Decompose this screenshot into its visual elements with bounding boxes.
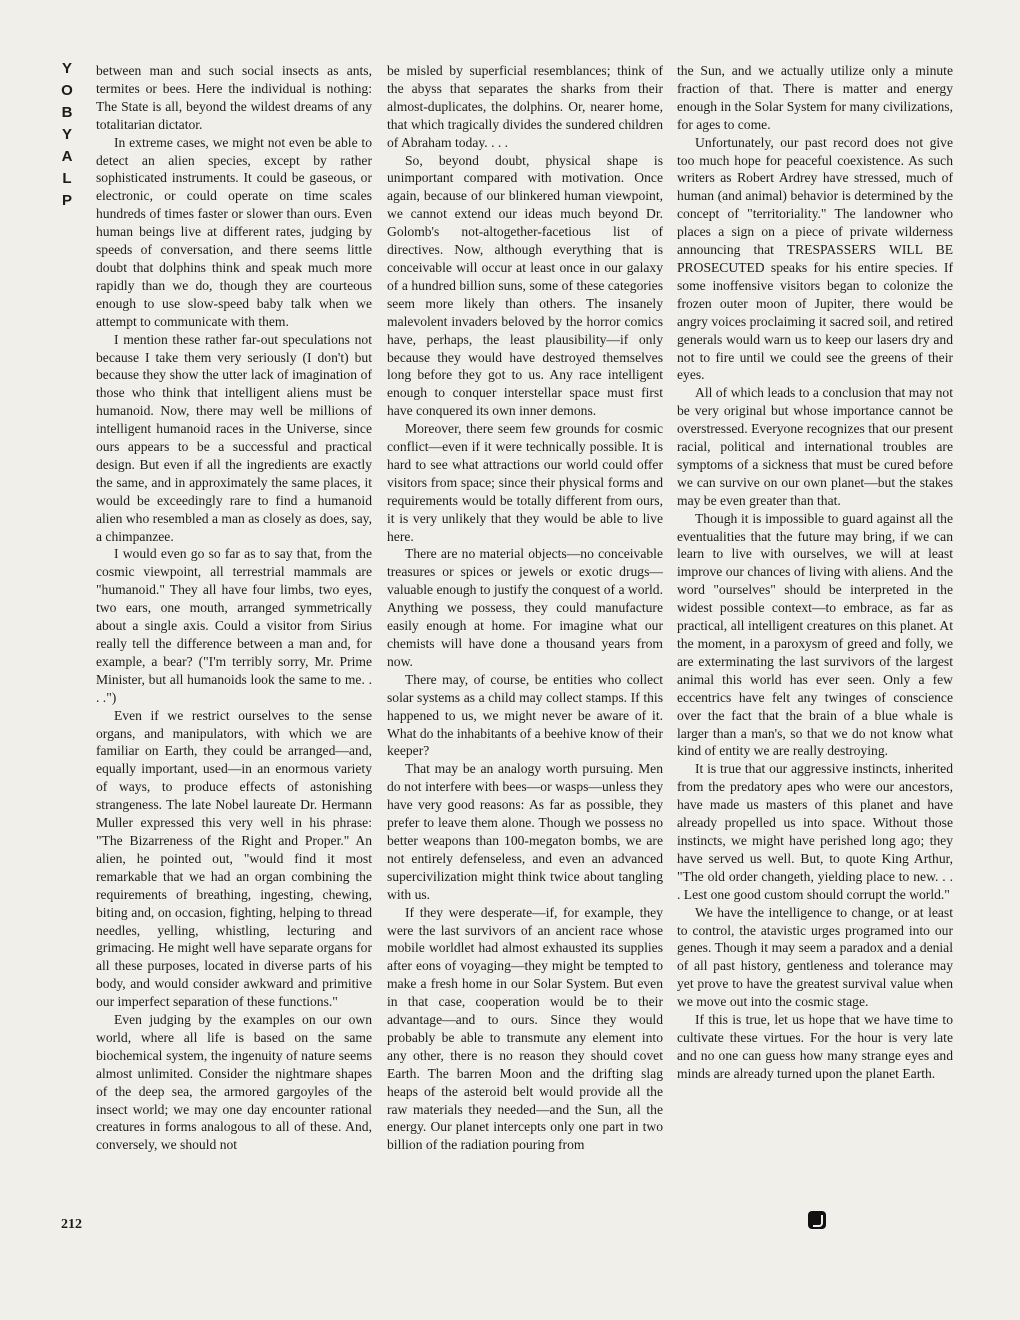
paragraph: Even if we restrict ourselves to the sense organs, and manipulators, with which we are familiar on Earth, they could be arranged—and, equally important, used—in an enormous variety of ways, to produce effects of astonishing strangeness. The late Nobel laureate Dr. Hermann Muller expressed this very well in his phrase: "The Bizarreness of the Right and Proper." An alien, he pointed out, "would find it most remarkable that we had an organ combining the requirements of breathing, ingesting, chewing, biting and, on occasion, fighting, helping to thread needles, yelling, whistling, lecturing and grimacing. He might well have separate organs for all these purposes, located in diverse parts of his body, and would consider awkward and primitive our imperfect separation of these functions."	[96, 707, 372, 1010]
article-column-3	[677, 62, 953, 1083]
paragraph: We have the intelligence to change, or at least to control, the atavistic urges programed into our genes. Though it may seem a paradox and a denial of all past history, gentleness and tolerance may yet prove to have the greatest survival value when we move out into the cosmic stage.	[677, 904, 953, 1010]
paragraph: between man and such social insects as ants, termites or bees. Here the individual is nothing: The State is all, beyond the wildest dreams of any totalitarian dictator.	[96, 63, 372, 132]
paragraph: the Sun, and we actually utilize only a minute fraction of that. There is matter and energy enough in the Solar System for many civilizations, for ages to come.	[677, 63, 953, 132]
paragraph: In extreme cases, we might not even be able to detect an alien species, except by rather sophisticated instruments. It could be gaseous, or electronic, or could operate on time scales hundreds of times faster or slower than ours. Even human beings live at different rates, judging by speeds of conversation, and there seems little doubt that dolphins think and speak much more rapidly than we do, though they are courteous enough to use slow-speed baby talk when we attempt to communicate with them.	[96, 134, 372, 329]
paragraph: All of which leads to a conclusion that may not be very original but whose importance cannot be overstressed. Everyone recognizes that our present racial, political and international troubles are symptoms of a sickness that must be cured before we can survive on our own planet—but the stakes may be even greater than that.	[677, 385, 953, 508]
rabbit-head-icon	[808, 1211, 826, 1229]
masthead-letter: L	[62, 170, 72, 187]
paragraph: Though it is impossible to guard against all the eventualities that the future may bring, if we can learn to live with ourselves, we will at least improve our chances of living with aliens. And the word "ourselves" should be interpreted in the widest possible context—to embrace, as far as practical, all intelligent creatures on this planet. At the moment, in a paroxysm of greed and folly, we are exterminating the last survivors of the largest animal this world has ever seen. Only a few eccentrics have felt any twinges of conscience over the fact that the brain of a blue whale is larger than a man's, so that we do not know what kind of entity we are really destroying.	[677, 510, 953, 759]
paragraph: If this is true, let us hope that we have time to cultivate these virtues. For the hour is very late and no one can guess how many strange eyes and minds are already turned upon the planet Earth.	[677, 1012, 953, 1081]
paragraph: Unfortunately, our past record does not give too much hope for peaceful coexistence. As such writers as Robert Ardrey have stressed, much of human (and animal) behavior is determined by the concept of "territoriality." The landowner who places a sign on a piece of private wilderness announcing that TRESPASSERS WILL BE PROSECUTED speaks for his entire species. If some inoffensive visitors began to colonize the frozen outer moon of Jupiter, there would be angry voices proclaiming it sacred soil, and retired generals would warn us to keep our lasers dry and not to fire until we could see the greens of their eyes.	[677, 134, 953, 383]
masthead-letter: Y	[61, 126, 72, 143]
paragraph: If they were desperate—if, for example, they were the last survivors of an ancient race whose mobile worldlet had almost exhausted its supplies after eons of voyaging—they might be tempted to make a fresh home in our Solar System. But even in that case, cooperation would be to their advantage—and to ours. Since they would probably be able to transmute any element into any other, there is no reason they should covet Earth. The barren Moon and the drifting slag heaps of the asteroid belt would provide all the raw materials they needed—and the Sun, all the energy. Our planet intercepts only one part in two billion of the radiation pouring from	[387, 904, 663, 1153]
article-column-2	[387, 62, 663, 1154]
paragraph: There may, of course, be entities who collect solar systems as a child may collect stamps. If this happened to us, we might never be aware of it. What do the inhabitants of a beehive know of their keeper?	[387, 671, 663, 759]
paragraph: I mention these rather far-out speculations not because I take them very seriously (I don't) but because they show the utter lack of imagination of those who think that intelligent aliens must be humanoid. Now, there may well be millions of intelligent humanoid races in the Universe, since ours appears to be a successful and practical design. But even if all the ingredients are exactly the same, and in approximately the same places, it would be exceedingly rare to find a humanoid alien who resembled a man as closely as does, say, a chimpanzee.	[96, 331, 372, 544]
masthead-letter: B	[61, 104, 73, 121]
paragraph: So, beyond doubt, physical shape is unimportant compared with motivation. Once again, because of our blinkered human viewpoint, we cannot extend our ideas much beyond Dr. Golomb's not-altogether-facetious list of directives. Now, although everything that is conceivable will occur at least once in our galaxy of a hundred billion suns, some of these categories seem more likely than others. The insanely malevolent invaders beloved by the horror comics have, perhaps, the least plausibility—if only because they would have destroyed themselves long before they got to us. Any race intelligent enough to conquer interstellar space must first have conquered its own inner demons.	[387, 152, 663, 419]
paragraph: Moreover, there seem few grounds for cosmic conflict—even if it were technically possible. It is hard to see what attractions our world could offer visitors from space; since their physical forms and requirements would be totally different from ours, it is very unlikely that they would be able to live here.	[387, 421, 663, 544]
paragraph: be misled by superficial resemblances; think of the abyss that separates the sharks from their almost-duplicates, the dolphins. Or, nearer home, that which tragically divides the sundered children of Abraham today. . . .	[387, 63, 663, 150]
paragraph: That may be an analogy worth pursuing. Men do not interfere with bees—or wasps—unless they have very good reasons: As far as possible, they prefer to leave them alone. Though we possess no better weapons than 100-megaton bombs, we are not entirely defenseless, and even an advanced supercivilization might think twice about tangling with us.	[387, 761, 663, 902]
magazine-masthead	[55, 58, 79, 212]
masthead-letter: P	[61, 192, 72, 209]
paragraph: It is true that our aggressive instincts, inherited from the predatory apes who were our ancestors, have made us masters of this planet and have already propelled us into space. Without those instincts, we might have perished long ago; they have served us well. But, to quote King Arthur, "The old order changeth, yielding place to new. . . . Lest one good custom should corrupt the world."	[677, 761, 953, 902]
paragraph: I would even go so far as to say that, from the cosmic viewpoint, all terrestrial mammals are "humanoid." They all have four limbs, two eyes, two ears, one mouth, arranged symmetrically about a single axis. Could a visitor from Sirius really tell the difference between a man and, for example, a bear? ("I'm terribly sorry, Mr. Prime Minister, but all humanoids look the same to me. . . .")	[96, 546, 372, 705]
page-number: 212	[61, 1217, 82, 1232]
article-column-1	[96, 62, 372, 1154]
masthead-letter: Y	[61, 60, 72, 77]
paragraph: Even judging by the examples on our own world, where all life is based on the same biochemical system, the ingenuity of nature seems almost unlimited. Consider the nightmare shapes of the deep sea, the armored gargoyles of the insect world; we may one day encounter rational creatures in forms analogous to all of these. And, conversely, we should not	[96, 1012, 372, 1153]
masthead-letter: A	[61, 148, 73, 165]
paragraph: There are no material objects—no conceivable treasures or spices or jewels or exotic drugs—valuable enough to justify the conquest of a world. Anything we possess, they could manufacture easily enough at home. For imagine what our chemists will have done a thousand years from now.	[387, 546, 663, 669]
masthead-letter: O	[61, 82, 73, 99]
